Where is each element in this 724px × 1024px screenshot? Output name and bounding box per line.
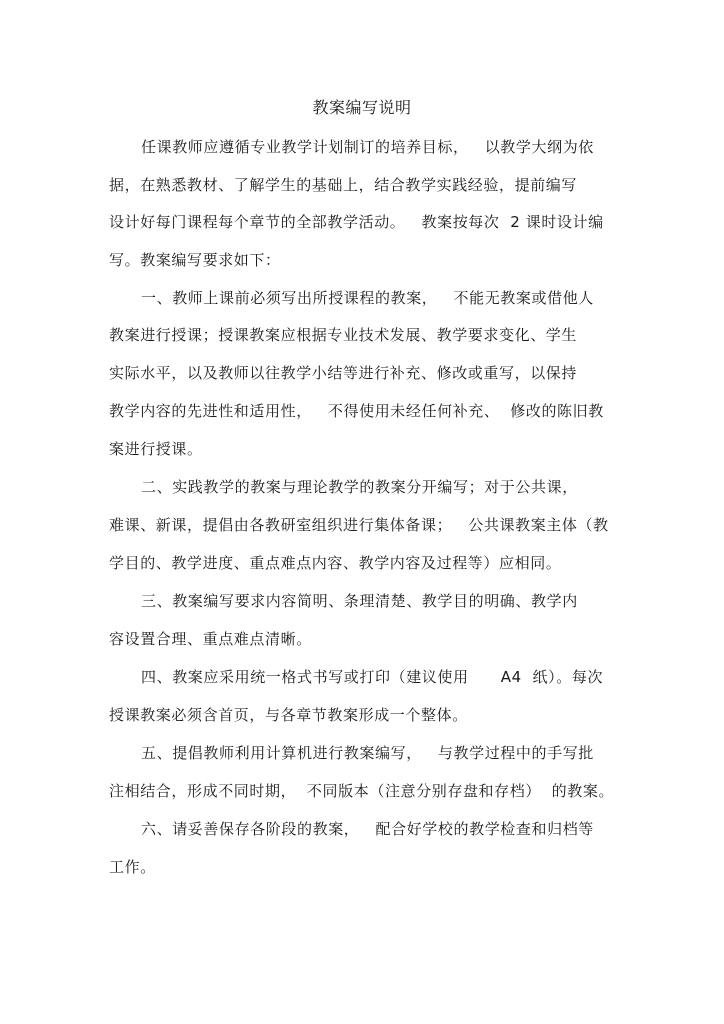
- text-line: 写。教案编写要求如下：: [109, 251, 281, 269]
- text-line: 六、请妥善保存各阶段的教案， 配合好学校的教学检查和归档等: [141, 820, 594, 838]
- text-line: 难课、新课，提倡由各教研室组织进行集体备课； 公共课教案主体（教: [109, 516, 609, 534]
- text-line: 设计好每门课程每个章节的全部教学活动。 教案按每次 2 课时设计编: [109, 213, 604, 231]
- text-line: 实际水平，以及教师以往教学小结等进行补充、修改或重写，以保持: [109, 364, 578, 382]
- text-line: 授课教案必须含首页，与各章节教案形成一个整体。: [109, 706, 468, 724]
- text-line: 教学内容的先进性和适用性， 不得使用未经任何补充、 修改的陈旧教: [109, 402, 604, 420]
- text-line: 任课教师应遵循专业教学计划制订的培养目标， 以教学大纲为依: [141, 138, 594, 156]
- text-line: 案进行授课。: [109, 440, 203, 458]
- text-line: 注相结合，形成不同时期， 不同版本（注意分别存盘和存档） 的教案。: [109, 782, 615, 800]
- text-line: 教案进行授课；授课教案应根据专业技术发展、教学要求变化、学生: [109, 326, 578, 344]
- text-line: 据，在熟悉教材、了解学生的基础上，结合教学实践经验，提前编写: [109, 176, 578, 194]
- text-line: 二、实践教学的教案与理论教学的教案分开编写；对于公共课，: [141, 478, 578, 496]
- text-line: 工作。: [109, 858, 156, 876]
- text-line: 容设置合理、重点难点清晰。: [109, 630, 312, 648]
- text-line: 三、教案编写要求内容简明、条理清楚、教学目的明确、教学内: [141, 592, 578, 610]
- text-line: 五、提倡教师利用计算机进行教案编写， 与教学过程中的手写批: [141, 744, 594, 762]
- document-title: 教案编写说明: [312, 98, 412, 117]
- text-line: 一、教师上课前必须写出所授课程的教案， 不能无教案或借他人: [141, 289, 594, 307]
- text-line: 四、教案应采用统一格式书写或打印（建议使用 A4 纸）。每次: [141, 668, 604, 686]
- text-line: 学目的、教学进度、重点难点内容、教学内容及过程等）应相同。: [109, 554, 562, 572]
